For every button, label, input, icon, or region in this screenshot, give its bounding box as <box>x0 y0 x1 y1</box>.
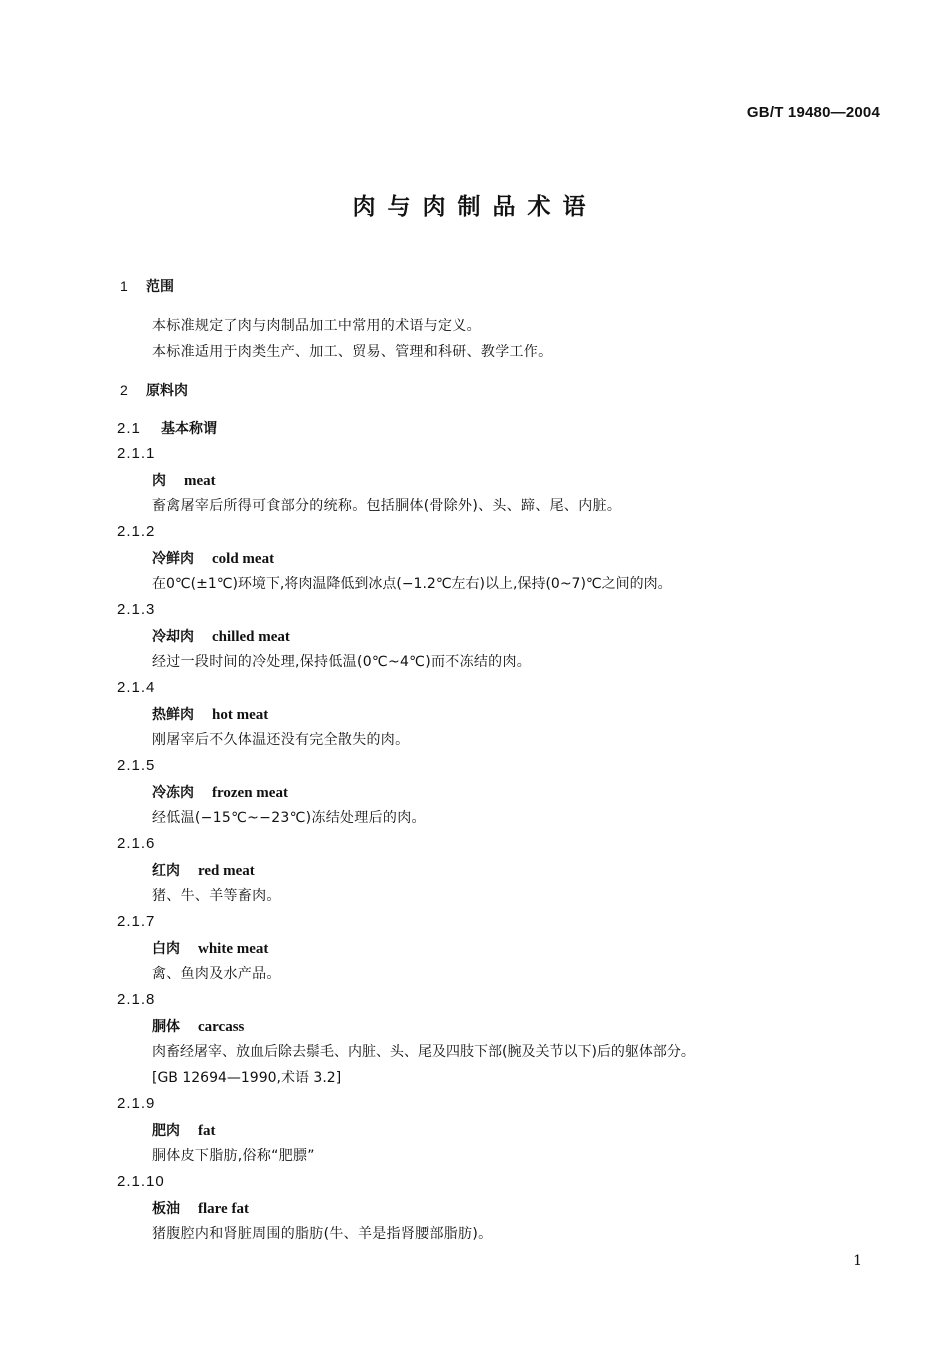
term-title <box>152 1120 216 1141</box>
paragraph: 本标准规定了肉与肉制品加工中常用的术语与定义。 <box>152 318 481 334</box>
term-en: flare fat <box>198 1201 249 1217</box>
term-en: red meat <box>198 863 255 879</box>
term-definition: 在0℃(±1℃)环境下,将肉温降低到冰点(−1.2℃左右)以上,保持(0~7)℃之间的肉。 <box>152 576 672 592</box>
term-en: chilled meat <box>212 629 290 645</box>
document-title: 肉与肉制品术语 <box>352 194 598 220</box>
term-number: 2.1.2 <box>117 523 156 540</box>
term-en: hot meat <box>212 707 269 723</box>
term-zh: 热鲜肉 <box>152 707 194 723</box>
term-zh: 冷冻肉 <box>152 785 194 801</box>
term-number: 2.1.3 <box>117 601 156 618</box>
term-zh: 冷却肉 <box>152 629 194 645</box>
term-title <box>152 626 290 647</box>
term-en: cold meat <box>212 551 275 567</box>
term-number: 2.1.4 <box>117 679 156 696</box>
term-number: 2.1.6 <box>117 835 156 852</box>
standard-number: GB/T 19480—2004 <box>746 104 880 121</box>
term-en: fat <box>198 1123 216 1139</box>
section-number: 2 <box>120 382 128 398</box>
term-en: carcass <box>198 1019 245 1035</box>
term-title <box>152 470 216 491</box>
term-reference: [GB 12694—1990,术语 3.2] <box>152 1070 342 1086</box>
term-definition: 猪、牛、羊等畜肉。 <box>152 888 281 904</box>
term-definition: 经低温(−15℃~−23℃)冻结处理后的肉。 <box>152 810 426 826</box>
term-title <box>152 704 268 725</box>
term-definition: 刚屠宰后不久体温还没有完全散失的肉。 <box>152 732 410 748</box>
term-title <box>152 548 274 569</box>
section-title: 范围 <box>146 279 174 295</box>
paragraph: 本标准适用于肉类生产、加工、贸易、管理和科研、教学工作。 <box>152 344 553 360</box>
term-number: 2.1.10 <box>117 1173 165 1190</box>
section-1-heading <box>120 276 174 297</box>
term-number: 2.1.1 <box>117 445 156 462</box>
term-zh: 板油 <box>152 1201 180 1217</box>
term-zh: 红肉 <box>152 863 180 879</box>
term-title <box>152 860 255 881</box>
term-definition: 猪腹腔内和肾脏周围的脂肪(牛、羊是指肾腰部脂肪)。 <box>152 1226 493 1242</box>
term-title <box>152 1198 249 1219</box>
term-zh: 肉 <box>152 473 166 489</box>
term-title <box>152 938 268 959</box>
term-definition: 畜禽屠宰后所得可食部分的统称。包括胴体(骨除外)、头、蹄、尾、内脏。 <box>152 498 622 514</box>
term-title <box>152 1016 244 1037</box>
section-number: 1 <box>120 278 128 294</box>
section-title: 原料肉 <box>146 383 188 399</box>
subsection-title: 基本称谓 <box>161 421 217 437</box>
term-definition: 经过一段时间的冷处理,保持低温(0℃~4℃)而不冻结的肉。 <box>152 654 532 670</box>
section-2-heading <box>120 380 188 401</box>
term-zh: 胴体 <box>152 1019 180 1035</box>
term-definition: 胴体皮下脂肪,俗称“肥膘” <box>152 1148 315 1164</box>
term-number: 2.1.8 <box>117 991 156 1008</box>
term-en: frozen meat <box>212 785 288 801</box>
term-en: meat <box>184 473 216 489</box>
term-zh: 冷鲜肉 <box>152 551 194 567</box>
subsection-heading <box>117 418 217 439</box>
term-zh: 肥肉 <box>152 1123 180 1139</box>
term-zh: 白肉 <box>152 941 180 957</box>
subsection-number: 2.1 <box>117 420 141 437</box>
term-number: 2.1.9 <box>117 1095 156 1112</box>
term-definition: 肉畜经屠宰、放血后除去鬃毛、内脏、头、尾及四肢下部(腕及关节以下)后的躯体部分。 <box>152 1044 695 1060</box>
term-number: 2.1.5 <box>117 757 156 774</box>
term-number: 2.1.7 <box>117 913 156 930</box>
term-definition: 禽、鱼肉及水产品。 <box>152 966 281 982</box>
term-en: white meat <box>198 941 269 957</box>
term-title <box>152 782 288 803</box>
page-number: 1 <box>853 1253 862 1269</box>
